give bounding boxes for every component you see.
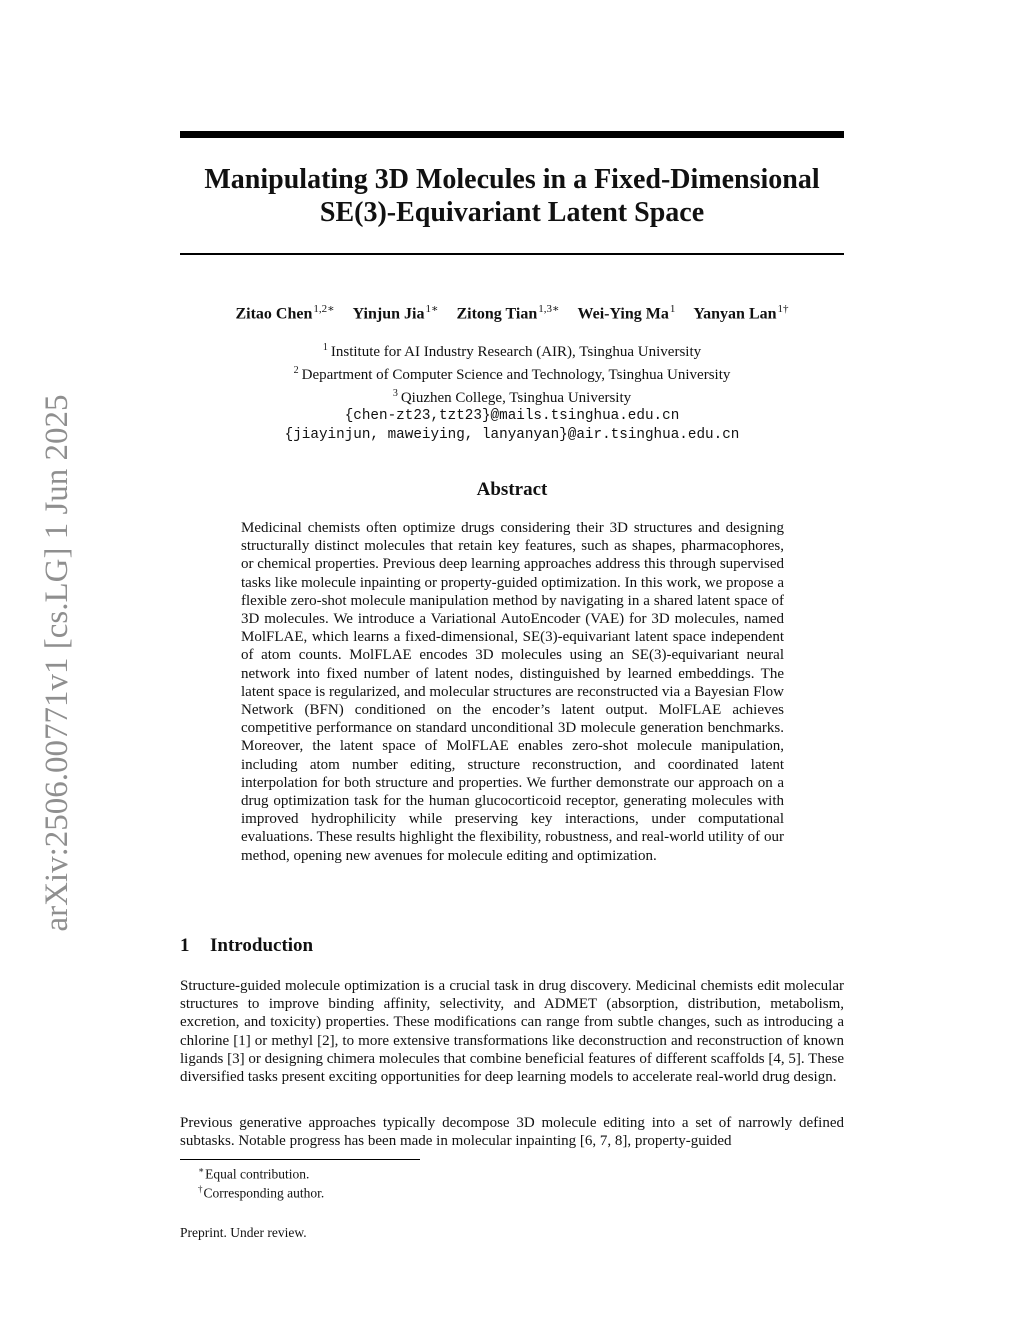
- author-name: Zitong Tian: [456, 305, 538, 323]
- preprint-notice: Preprint. Under review.: [180, 1225, 307, 1240]
- affiliation-number: 1: [322, 342, 328, 353]
- author: [235, 298, 334, 325]
- section-title: Introduction: [210, 935, 314, 956]
- affiliation-number: 3: [392, 387, 398, 399]
- email-line[interactable]: {chen-zt23,tzt23}@mails.tsinghua.edu.cn: [344, 408, 680, 425]
- footnote-text: Equal contribution.: [205, 1166, 310, 1182]
- author-name: Wei-Ying Ma: [577, 305, 669, 323]
- affiliation-number: 2: [293, 364, 299, 376]
- footnote-rule: [180, 1159, 420, 1160]
- affiliation: [180, 339, 844, 362]
- footnote: [198, 1181, 324, 1202]
- author-affiliation-marks: 1∗: [425, 303, 439, 315]
- author: [353, 298, 439, 325]
- author-name: Yinjun Jia: [352, 305, 425, 323]
- paper-title: [180, 163, 844, 229]
- section-heading: [180, 935, 844, 957]
- affiliation: [180, 385, 844, 408]
- title-top-rule: [180, 131, 844, 138]
- abstract-heading: Abstract: [476, 479, 548, 500]
- section-number: 1: [180, 935, 190, 956]
- author: [456, 298, 559, 325]
- affiliations: [180, 339, 844, 445]
- footnote-text: Corresponding author.: [203, 1185, 325, 1201]
- author-affiliation-marks: 1,2∗: [313, 303, 335, 315]
- author-affiliation-marks: 1,3∗: [538, 303, 560, 315]
- author-list: [160, 298, 864, 325]
- author: [693, 298, 788, 325]
- author-name: Yanyan Lan: [693, 305, 777, 323]
- footnote-mark: †: [198, 1184, 203, 1194]
- affiliation-text: Institute for AI Industry Research (AIR), Tsinghua University: [330, 344, 702, 360]
- footnote-mark: ∗: [198, 1165, 205, 1175]
- footnote: [198, 1162, 309, 1183]
- author-name: Zitao Chen: [235, 305, 313, 323]
- author-affiliation-marks: 1: [669, 303, 676, 315]
- email-line[interactable]: {jiayinjun, maweiying, lanyanyan}@air.tsinghua.edu.cn: [284, 427, 740, 444]
- intro-paragraph-2: Previous generative approaches typically decompose 3D molecule editing into a set of narrowly defined subtasks. Notable progress has been made in molecular inpainting [6, 7, 8], property-guided: [180, 1115, 844, 1150]
- title-line-1: Manipulating 3D Molecules in a Fixed-Dimensional: [204, 164, 820, 195]
- arxiv-identifier: arXiv:2506.00771v1 [cs.LG] 1 Jun 2025: [39, 394, 75, 932]
- author: [577, 298, 675, 325]
- affiliation-text: Department of Computer Science and Technology, Tsinghua University: [301, 366, 731, 383]
- title-bottom-rule: [180, 253, 844, 255]
- author-affiliation-marks: 1†: [777, 303, 789, 315]
- affiliation: [180, 362, 844, 385]
- title-line-2: SE(3)-Equivariant Latent Space: [319, 197, 705, 228]
- affiliation-text: Qiuzhen College, Tsinghua University: [400, 389, 632, 406]
- intro-paragraph-1: Structure-guided molecule optimization is a crucial task in drug discovery. Medicinal chemists edit molecular structures to improve binding affinity, selectivity, and ADMET (absorption, distribution, metabolism, excretion, and toxicity) properties. These modifications can range from subtle changes, such as introducing a chlorine [1] or methyl [2], to more extensive transformations like deconstruction and reconstruction of known ligands [3] or designing chimera molecules that combine beneficial features of different scaffolds [4, 5]. These diversified tasks present exciting opportunities for deep learning models to accelerate real-world drug design.: [180, 978, 844, 1086]
- abstract-text: Medicinal chemists often optimize drugs considering their 3D structures and designing structurally distinct molecules that retain key features, such as shapes, pharmacophores, or chemical properties. Previous deep learning approaches address this through supervised tasks like molecule inpainting or property-guided optimization. In this work, we propose a flexible zero-shot molecule manipulation method by navigating in a shared latent space of 3D molecules. We introduce a Variational AutoEncoder (VAE) for 3D molecules, named MolFLAE, which learns a fixed-dimensional, SE(3)-equivariant latent space independent of atom counts. MolFLAE encodes 3D molecules using an SE(3)-equivariant neural network into fixed number of latent nodes, distinguished by learned embeddings. The latent space is regularized, and molecular structures are reconstructed via a Bayesian Flow Network (BFN) conditioned on the encoder’s latent output. MolFLAE achieves competitive performance on standard unconditional 3D molecule generation benchmarks. Moreover, the latent space of MolFLAE enables zero-shot molecule manipulation, including atom number editing, structure reconstruction, and coordinated latent interpolation for both structure and properties. We further demonstrate our approach on a drug optimization task for the human glucocorticoid receptor, generating molecules with improved hydrophilicity while preserving key interactions, under computational evaluations. These results highlight the flexibility, robustness, and real-world utility of our method, opening new avenues for molecule editing and optimization.: [241, 520, 784, 864]
